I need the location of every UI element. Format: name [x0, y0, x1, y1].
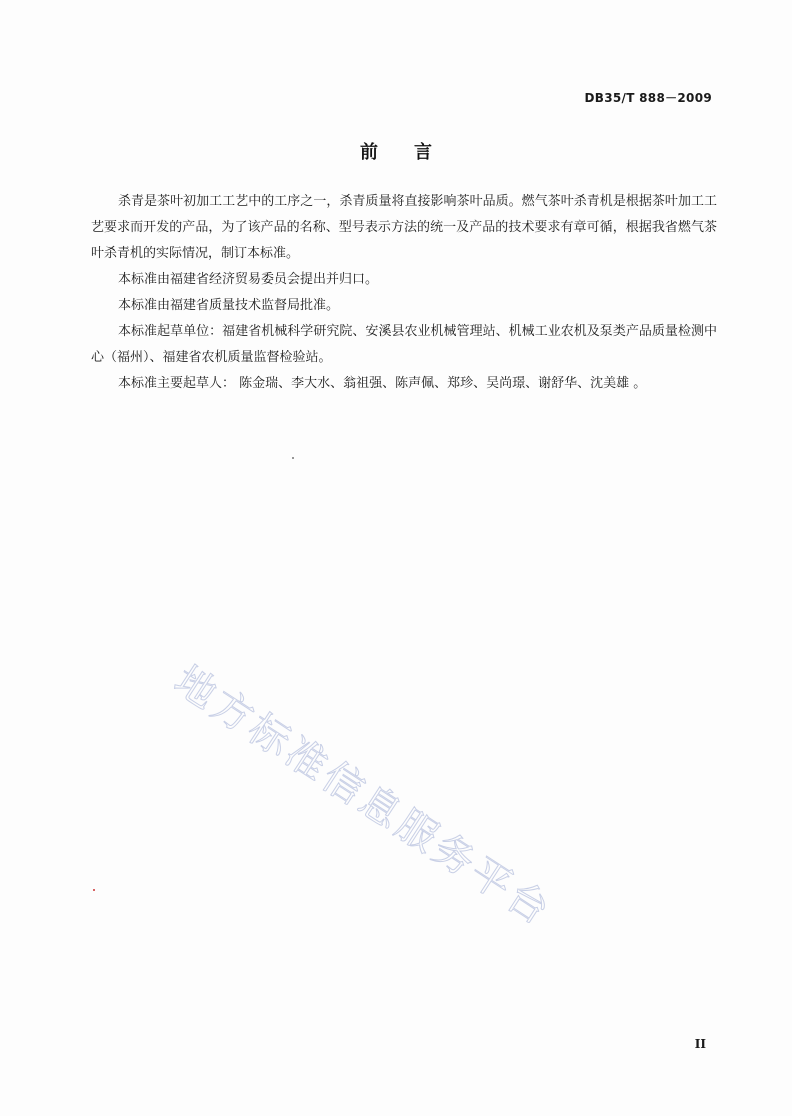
paragraph-drafting-units: 本标准起草单位：福建省机械科学研究院、安溪县农业机械管理站、机械工业农机及泵类产品质量检测中心（福州）、福建省农机质量监督检验站。 — [91, 324, 717, 365]
paragraph-approver: 本标准由福建省质量技术监督局批准。 — [118, 298, 340, 313]
paragraph-drafters: 本标准主要起草人： 陈金瑞、李大水、翁祖强、陈声佩、郑珍、吴尚璟、谢舒华、沈美雄 。 — [118, 376, 647, 391]
paragraph-intro: 杀青是茶叶初加工工艺中的工序之一，杀青质量将直接影响茶叶品质。燃气茶叶杀青机是根据茶叶加工工艺要求而开发的产品，为了该产品的名称、型号表示方法的统一及产品的技术要求有章可循，根据我省燃气茶叶杀青机的实际情况，制订本标准。 — [91, 194, 717, 261]
watermark: 地方标准信息服务平台 — [166, 657, 561, 936]
page-number: II — [694, 1037, 706, 1051]
scan-speck — [93, 889, 95, 891]
page-title: 前言 — [360, 142, 468, 163]
paragraph-proposer: 本标准由福建省经济贸易委员会提出并归口。 — [118, 272, 379, 287]
standard-code: DB35/T 888－2009 — [584, 91, 712, 105]
scan-speck — [292, 457, 294, 459]
foreword-body — [91, 189, 717, 397]
